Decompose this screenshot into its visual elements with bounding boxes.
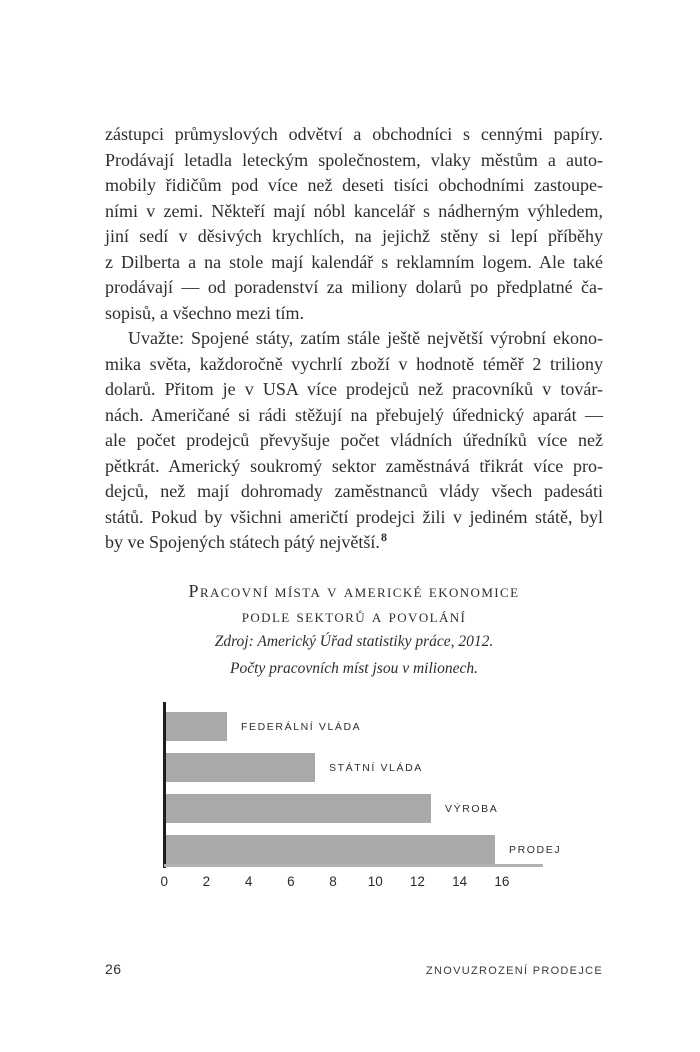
text-line: ale počet prodejců převyšuje počet vládních úředníků více než xyxy=(105,430,603,450)
x-tick-label: 6 xyxy=(287,874,295,889)
bar-row xyxy=(166,835,561,864)
bar-category-label: PRODEJ xyxy=(509,843,562,856)
chart-title-line1: Pracovní místa v americké ekonomice xyxy=(188,581,520,601)
bar-row xyxy=(166,753,423,782)
bar-category-label: VÝROBA xyxy=(445,802,499,815)
text-line: států. Pokud by všichni američtí prodejci žili v jediném státě, byl xyxy=(105,506,603,527)
text-line: nách. Američané si rádi stěžují na přebujelý úřednický aparát — xyxy=(105,404,603,425)
bar xyxy=(166,753,315,782)
text-line: ními v zemi. Někteří mají nóbl kancelář s nádherným výhledem, xyxy=(105,200,603,221)
bar-category-label: STÁTNÍ VLÁDA xyxy=(329,761,423,774)
x-tick-label: 0 xyxy=(160,874,168,889)
x-tick-label: 16 xyxy=(494,874,510,889)
text-line: sopisů, a všechno mezi tím. xyxy=(105,302,304,323)
x-axis-line xyxy=(164,864,543,867)
x-tick-label: 14 xyxy=(452,874,468,889)
x-tick-label: 10 xyxy=(367,874,383,889)
bar-category-label: FEDERÁLNÍ VLÁDA xyxy=(241,720,362,733)
bar-row xyxy=(166,712,361,741)
page-number: 26 xyxy=(105,961,122,977)
body-text xyxy=(105,122,603,558)
text-line: z Dilberta a na stole mají kalendář s reklamním logem. Ale také xyxy=(105,251,603,272)
text-line: dolarů. Přitom je v USA více prodejců než pracovníků v továr- xyxy=(105,379,603,399)
text-line xyxy=(105,530,603,558)
bar-chart xyxy=(160,702,613,902)
chart-source: Zdroj: Americký Úřad statistiky práce, 2012. xyxy=(214,633,494,650)
footnote-reference: 8 xyxy=(380,530,387,544)
text-line: mobily řidičům pod více než deseti tisíci obchodními zastoupe- xyxy=(105,175,603,195)
x-tick-label: 4 xyxy=(244,874,253,889)
x-tick-label: 2 xyxy=(202,874,211,889)
x-tick-label: 8 xyxy=(329,874,337,889)
x-tick-label: 12 xyxy=(409,874,425,889)
bar-row xyxy=(166,794,498,823)
text-line: pětkrát. Americký soukromý sektor zaměstnává třikrát více pro- xyxy=(105,455,603,476)
bar xyxy=(166,794,431,823)
chart-note: Počty pracovních míst jsou v milionech. xyxy=(230,660,478,677)
chart-title-line2: podle sektorů a povolání xyxy=(241,606,467,626)
bar xyxy=(166,835,495,864)
bar xyxy=(166,712,227,741)
text-line: jiní sedí v děsivých krychlích, na jejichž stěny si lepí příběhy xyxy=(105,226,603,246)
text-line: Prodávají letadla leteckým společnostem, vlaky městům a auto- xyxy=(105,149,603,170)
text-line: Uvažte: Spojené státy, zatím stále ještě největší výrobní ekono- xyxy=(128,328,603,348)
text-line: dejců, než mají dohromady zaměstnanců vlády všech padesáti xyxy=(105,481,603,501)
paragraph-1 xyxy=(105,122,603,326)
text-line: prodávají — od poradenství za miliony dolarů po předplatné ča- xyxy=(105,277,603,297)
text-line: zástupci průmyslových odvětví a obchodníci s cennými papíry. xyxy=(105,124,603,144)
running-title: ZNOVUZROZENÍ PRODEJCE xyxy=(425,965,603,977)
text-line: mika světa, každoročně vychrlí zboží v hodnotě téměř 2 triliony xyxy=(105,353,603,374)
text-line-content: by ve Spojených státech pátý největší. xyxy=(105,532,380,552)
paragraph-2 xyxy=(105,326,603,558)
